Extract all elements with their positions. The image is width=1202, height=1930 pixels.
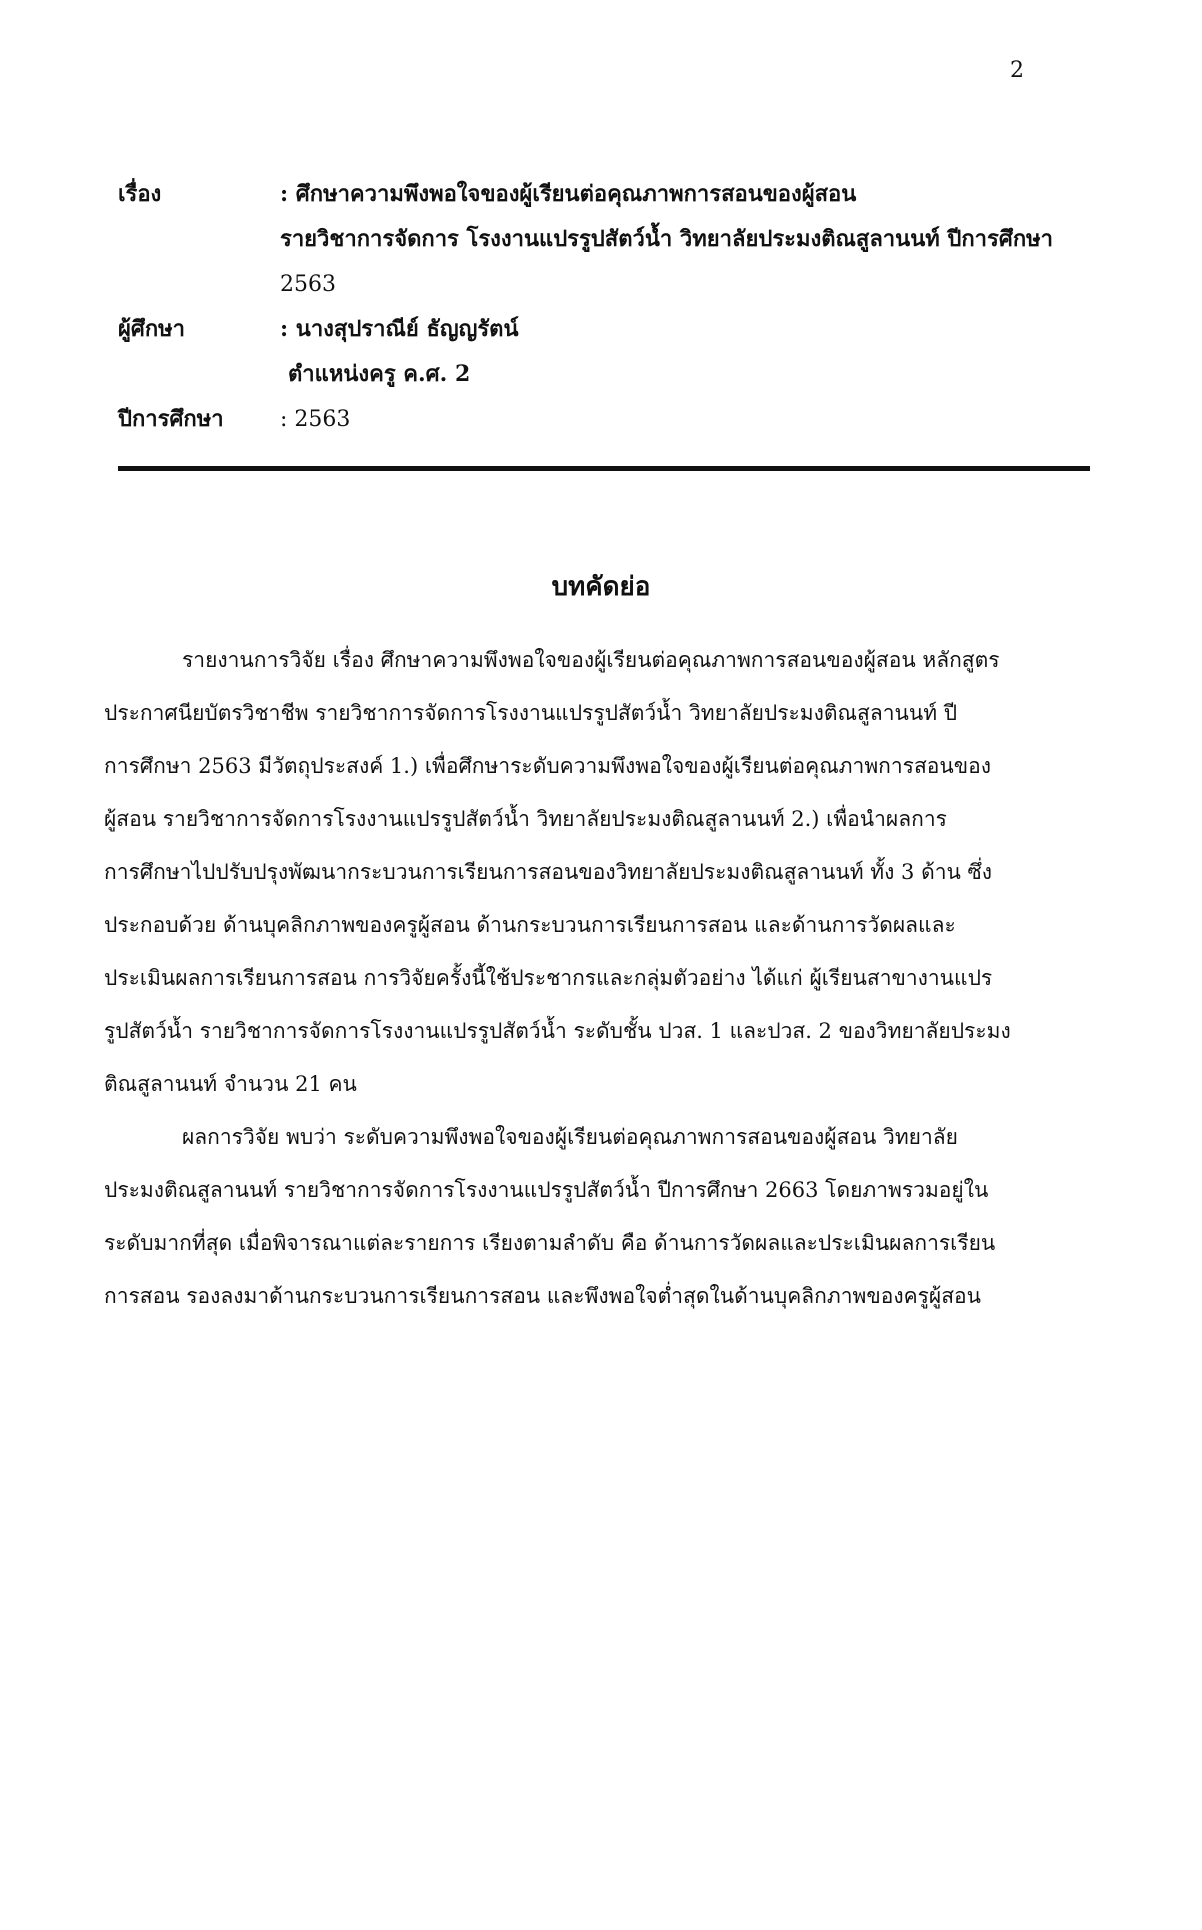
title-label: เรื่อง (118, 181, 162, 207)
abstract-line: การศึกษาไปปรับปรุงพัฒนากระบวนการเรียนการสอนของวิทยาลัยประมงติณสูลานนท์ ทั้ง 3 ด้าน ซึ่ง (104, 860, 993, 884)
abstract-line: การศึกษา 2563 มีวัตถุประสงค์ 1.) เพื่อศึกษาระดับความพึงพอใจของผู้เรียนต่อคุณภาพการสอนของ (104, 754, 991, 778)
title-line: 2563 (280, 272, 336, 297)
abstract-line: ผลการวิจัย พบว่า ระดับความพึงพอใจของผู้เรียนต่อคุณภาพการสอนของผู้สอน วิทยาลัย (182, 1125, 958, 1149)
abstract-line: รูปสัตว์น้ำ รายวิชาการจัดการโรงงานแปรรูปสัตว์น้ำ ระดับชั้น ปวส. 1 และปวส. 2 ของวิทยาลัยประมง (104, 1019, 1011, 1043)
abstract-line: ประกาศนียบัตรวิชาชีพ รายวิชาการจัดการโรงงานแปรรูปสัตว์น้ำ วิทยาลัยประมงติณสูลานนท์ ปี (104, 701, 958, 725)
title-row (118, 172, 1098, 307)
author-value (280, 307, 1098, 397)
abstract-line: ประมงติณสูลานนท์ รายวิชาการจัดการโรงงานแปรรูปสัตว์น้ำ ปีการศึกษา 2663 โดยภาพรวมอยู่ใน (104, 1178, 989, 1202)
author-name: : นางสุปราณีย์ ธัญญรัตน์ (280, 316, 519, 342)
abstract-heading: บทคัดย่อ (551, 572, 651, 602)
year-row (118, 397, 1098, 442)
page-number: 2 (1010, 58, 1024, 83)
title-line: รายวิชาการจัดการ โรงงานแปรรูปสัตว์น้ำ วิทยาลัยประมงติณสูลานนท์ ปีการศึกษา (280, 226, 1053, 252)
author-label: ผู้ศึกษา (118, 316, 186, 342)
abstract-line: รายงานการวิจัย เรื่อง ศึกษาความพึงพอใจของผู้เรียนต่อคุณภาพการสอนของผู้สอน หลักสูตร (182, 648, 1000, 672)
abstract-line: ผู้สอน รายวิชาการจัดการโรงงานแปรรูปสัตว์น้ำ วิทยาลัยประมงติณสูลานนท์ 2.) เพื่อนำผลการ (104, 807, 947, 831)
year-label: ปีการศึกษา (118, 406, 224, 432)
author-position: ตำแหน่งครู ค.ศ. 2 (288, 361, 471, 387)
title-line: : ศึกษาความพึงพอใจของผู้เรียนต่อคุณภาพการสอนของผู้สอน (280, 181, 857, 207)
abstract-line: ติณสูลานนท์ จำนวน 21 คน (104, 1072, 357, 1096)
abstract-line: ประเมินผลการเรียนการสอน การวิจัยครั้งนี้ใช้ประชากรและกลุ่มตัวอย่าง ได้แก่ ผู้เรียนสาขางานแปร (104, 966, 993, 990)
document-meta (118, 172, 1098, 442)
author-row (118, 307, 1098, 397)
abstract-line: ระดับมากที่สุด เมื่อพิจารณาแต่ละรายการ เรียงตามลำดับ คือ ด้านการวัดผลและประเมินผลการเรียน (104, 1231, 996, 1255)
year-text: : 2563 (280, 407, 351, 432)
year-value (280, 397, 1098, 442)
horizontal-rule (118, 466, 1090, 471)
abstract-line: การสอน รองลงมาด้านกระบวนการเรียนการสอน และพึงพอใจต่ำสุดในด้านบุคลิกภาพของครูผู้สอน (104, 1284, 981, 1308)
title-value (280, 172, 1098, 307)
abstract-body (104, 634, 1054, 1323)
abstract-line: ประกอบด้วย ด้านบุคลิกภาพของครูผู้สอน ด้านกระบวนการเรียนการสอน และด้านการวัดผลและ (104, 913, 956, 937)
